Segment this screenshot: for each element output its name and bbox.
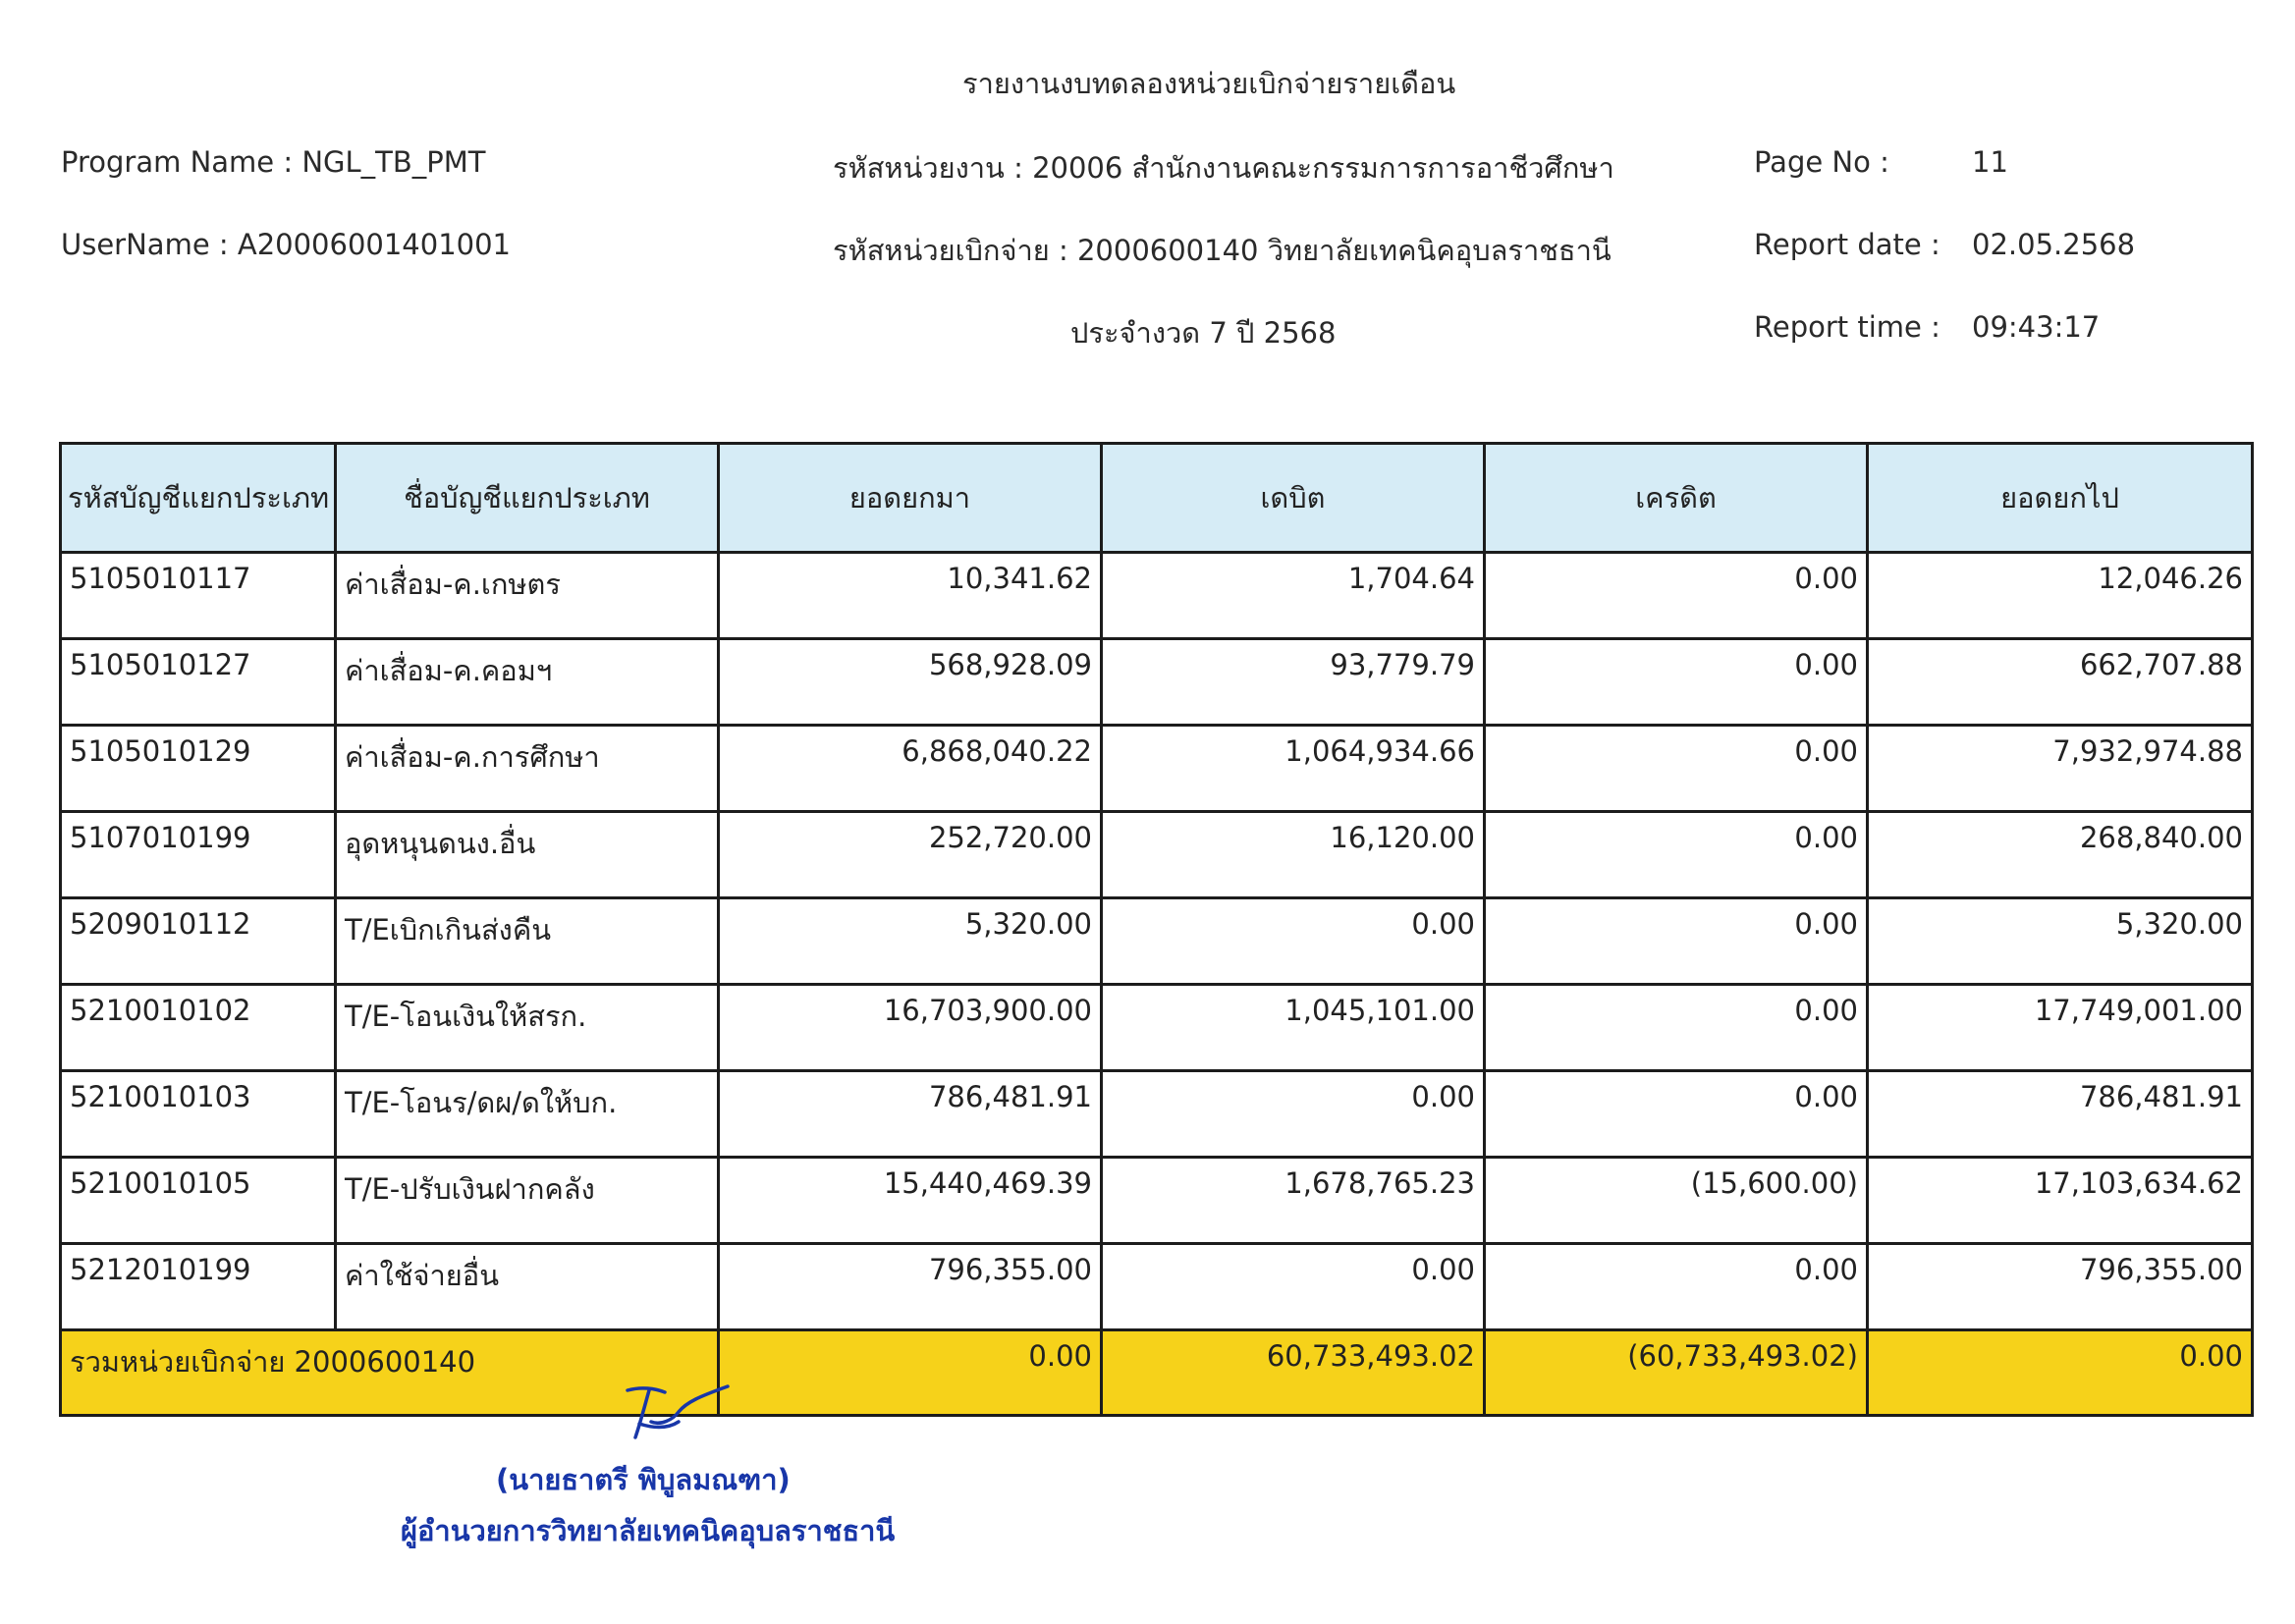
report-period: ประจำงวด 7 ปี 2568	[1070, 316, 1337, 350]
credit-value: 0.00	[1485, 898, 1868, 985]
trial-balance-table	[59, 442, 2254, 1417]
total-label: รวมหน่วยเบิกจ่าย 2000600140	[61, 1330, 719, 1416]
carried-forward-value: 12,046.26	[1868, 553, 2253, 639]
table-row	[61, 726, 2253, 812]
disbursement-unit-code: รหัสหน่วยเบิกจ่าย : 2000600140 วิทยาลัยเทคนิคอุบลราชธานี	[833, 234, 1612, 267]
agency-code: รหัสหน่วยงาน : 20006 สำนักงานคณะกรรมการการอาชีวศึกษา	[833, 151, 1614, 185]
account-code: 5210010102	[61, 985, 336, 1071]
credit-value: 0.00	[1485, 553, 1868, 639]
brought-forward-value: 5,320.00	[719, 898, 1102, 985]
total-credit: (60,733,493.02)	[1485, 1330, 1868, 1416]
carried-forward-value: 17,103,634.62	[1868, 1158, 2253, 1244]
table-row	[61, 812, 2253, 898]
brought-forward-value: 568,928.09	[719, 639, 1102, 726]
debit-value: 0.00	[1102, 898, 1485, 985]
report-date-label: Report date :	[1754, 228, 1940, 261]
debit-value: 0.00	[1102, 1244, 1485, 1330]
debit-value: 0.00	[1102, 1071, 1485, 1158]
carried-forward-value: 662,707.88	[1868, 639, 2253, 726]
table-header-row	[61, 444, 2253, 553]
account-name: T/E-ปรับเงินฝากคลัง	[336, 1158, 719, 1244]
header-account-name: ชื่อบัญชีแยกประเภท	[336, 444, 719, 553]
credit-value: 0.00	[1485, 726, 1868, 812]
brought-forward-value: 796,355.00	[719, 1244, 1102, 1330]
account-code: 5212010199	[61, 1244, 336, 1330]
account-code: 5210010103	[61, 1071, 336, 1158]
table-row	[61, 1244, 2253, 1330]
debit-value: 1,064,934.66	[1102, 726, 1485, 812]
header-brought-forward: ยอดยกมา	[719, 444, 1102, 553]
debit-value: 16,120.00	[1102, 812, 1485, 898]
account-name: T/E-โอนเงินให้สรก.	[336, 985, 719, 1071]
account-name: T/E-โอนร/ดผ/ดให้บก.	[336, 1071, 719, 1158]
account-name: ค่าเสื่อม-ค.คอมฯ	[336, 639, 719, 726]
account-name: ค่าเสื่อม-ค.การศึกษา	[336, 726, 719, 812]
credit-value: 0.00	[1485, 1244, 1868, 1330]
account-name: อุดหนุนดนง.อื่น	[336, 812, 719, 898]
brought-forward-value: 16,703,900.00	[719, 985, 1102, 1071]
report-date: 02.05.2568	[1972, 228, 2136, 261]
header-account-code: รหัสบัญชีแยกประเภท	[61, 444, 336, 553]
debit-value: 1,704.64	[1102, 553, 1485, 639]
account-code: 5105010127	[61, 639, 336, 726]
total-row	[61, 1330, 2253, 1416]
table-row	[61, 639, 2253, 726]
brought-forward-value: 10,341.62	[719, 553, 1102, 639]
credit-value: 0.00	[1485, 1071, 1868, 1158]
brought-forward-value: 6,868,040.22	[719, 726, 1102, 812]
table-row	[61, 985, 2253, 1071]
report-time-label: Report time :	[1754, 310, 1940, 344]
total-debit: 60,733,493.02	[1102, 1330, 1485, 1416]
report-title: รายงานงบทดลองหน่วยเบิกจ่ายรายเดือน	[962, 67, 1456, 100]
debit-value: 1,678,765.23	[1102, 1158, 1485, 1244]
signatory-position: ผู้อำนวยการวิทยาลัยเทคนิคอุบลราชธานี	[401, 1514, 896, 1547]
account-name: ค่าเสื่อม-ค.เกษตร	[336, 553, 719, 639]
carried-forward-value: 5,320.00	[1868, 898, 2253, 985]
table-row	[61, 898, 2253, 985]
credit-value: 0.00	[1485, 639, 1868, 726]
carried-forward-value: 796,355.00	[1868, 1244, 2253, 1330]
header-carried-forward: ยอดยกไป	[1868, 444, 2253, 553]
header-debit: เดบิต	[1102, 444, 1485, 553]
carried-forward-value: 7,932,974.88	[1868, 726, 2253, 812]
carried-forward-value: 268,840.00	[1868, 812, 2253, 898]
total-brought-forward: 0.00	[719, 1330, 1102, 1416]
debit-value: 1,045,101.00	[1102, 985, 1485, 1071]
account-code: 5107010199	[61, 812, 336, 898]
report-time: 09:43:17	[1972, 310, 2101, 344]
brought-forward-value: 15,440,469.39	[719, 1158, 1102, 1244]
account-code: 5105010117	[61, 553, 336, 639]
table-row	[61, 1158, 2253, 1244]
account-code: 5209010112	[61, 898, 336, 985]
account-name: T/Eเบิกเกินส่งคืน	[336, 898, 719, 985]
credit-value: (15,600.00)	[1485, 1158, 1868, 1244]
account-code: 5210010105	[61, 1158, 336, 1244]
carried-forward-value: 786,481.91	[1868, 1071, 2253, 1158]
account-code: 5105010129	[61, 726, 336, 812]
page-no: 11	[1972, 145, 2008, 179]
debit-value: 93,779.79	[1102, 639, 1485, 726]
carried-forward-value: 17,749,001.00	[1868, 985, 2253, 1071]
credit-value: 0.00	[1485, 985, 1868, 1071]
brought-forward-value: 252,720.00	[719, 812, 1102, 898]
account-name: ค่าใช้จ่ายอื่น	[336, 1244, 719, 1330]
total-carried-forward: 0.00	[1868, 1330, 2253, 1416]
credit-value: 0.00	[1485, 812, 1868, 898]
header-credit: เครดิต	[1485, 444, 1868, 553]
program-name: Program Name : NGL_TB_PMT	[61, 145, 486, 179]
table-row	[61, 553, 2253, 639]
signatory-name: (นายธาตรี พิบูลมณฑา)	[496, 1463, 791, 1496]
username: UserName : A20006001401001	[61, 228, 512, 261]
table-row	[61, 1071, 2253, 1158]
handwritten-signature	[622, 1382, 732, 1443]
page-no-label: Page No :	[1754, 145, 1889, 179]
brought-forward-value: 786,481.91	[719, 1071, 1102, 1158]
